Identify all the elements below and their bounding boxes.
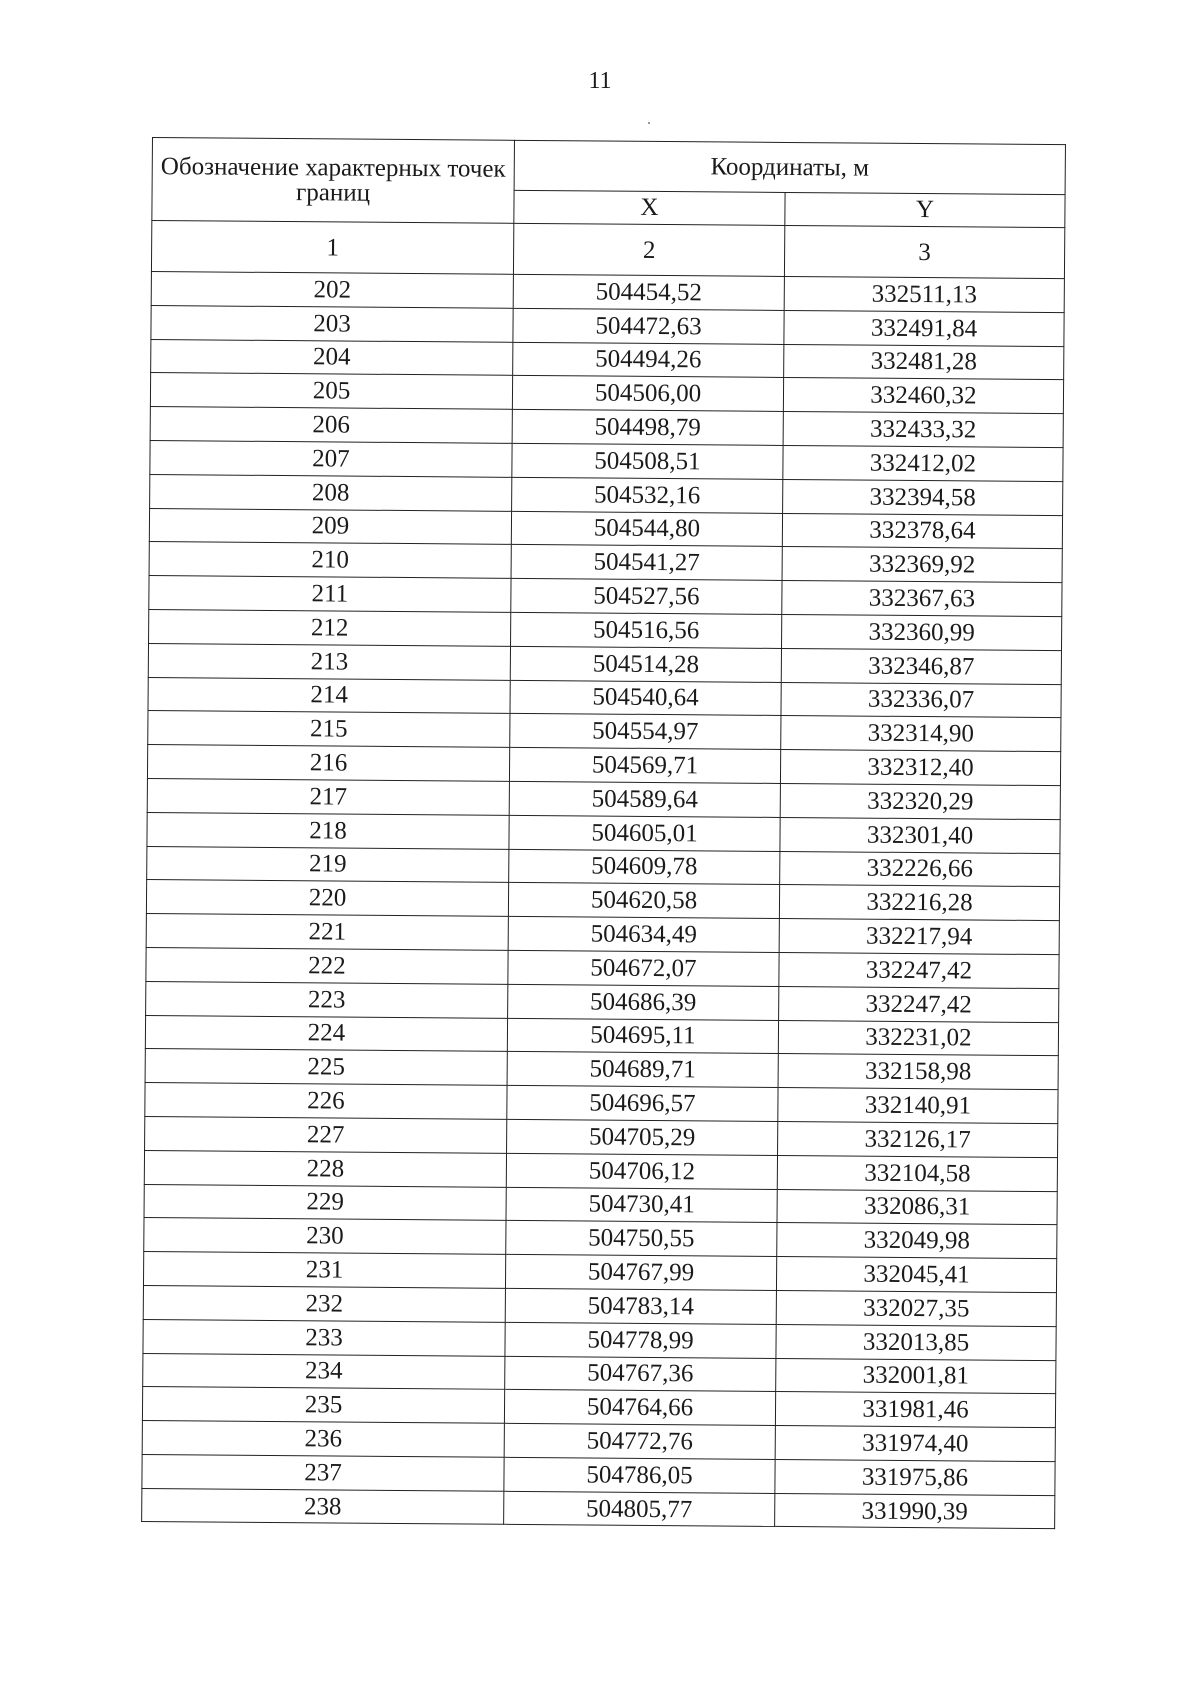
point-id-cell: 216 [147, 745, 509, 782]
x-coordinate-cell: 504620,58 [508, 883, 779, 919]
point-id-cell: 210 [149, 542, 511, 579]
y-coordinate-cell: 332001,81 [776, 1358, 1056, 1394]
point-id-cell: 205 [150, 373, 512, 410]
header-designation: Обозначение характерных точек границ [152, 138, 515, 224]
point-id-cell: 207 [150, 440, 512, 477]
header-y: Y [785, 192, 1065, 228]
table-body [142, 271, 1065, 1529]
x-coordinate-cell: 504696,57 [507, 1085, 778, 1121]
x-coordinate-cell: 504805,77 [504, 1491, 775, 1527]
y-coordinate-cell: 332367,63 [782, 581, 1062, 617]
y-coordinate-cell: 332126,17 [778, 1121, 1058, 1157]
y-coordinate-cell: 332511,13 [784, 276, 1064, 312]
page-number: 11 [588, 68, 612, 94]
point-id-cell: 218 [147, 812, 509, 849]
x-coordinate-cell: 504540,64 [510, 680, 781, 716]
y-coordinate-cell: 332247,42 [779, 952, 1059, 988]
x-coordinate-cell: 504516,56 [511, 612, 782, 648]
y-coordinate-cell: 332314,90 [781, 716, 1061, 752]
point-id-cell: 238 [142, 1488, 504, 1525]
point-id-cell: 230 [144, 1218, 506, 1255]
x-coordinate-cell: 504609,78 [509, 849, 780, 885]
y-coordinate-cell: 332360,99 [782, 614, 1062, 650]
point-id-cell: 219 [147, 846, 509, 883]
point-id-cell: 228 [144, 1150, 506, 1187]
y-coordinate-cell: 332231,02 [778, 1020, 1058, 1056]
x-coordinate-cell: 504472,63 [513, 308, 784, 344]
y-coordinate-cell: 332086,31 [777, 1189, 1057, 1225]
x-coordinate-cell: 504544,80 [511, 511, 782, 547]
x-coordinate-cell: 504494,26 [513, 342, 784, 378]
y-coordinate-cell: 332346,87 [781, 648, 1061, 684]
x-coordinate-cell: 504783,14 [505, 1288, 776, 1324]
y-coordinate-cell: 332301,40 [780, 817, 1060, 853]
point-id-cell: 235 [142, 1387, 504, 1424]
point-id-cell: 226 [145, 1083, 507, 1120]
point-id-cell: 212 [149, 609, 511, 646]
y-coordinate-cell: 332217,94 [779, 919, 1059, 955]
y-coordinate-cell: 331975,86 [775, 1459, 1055, 1495]
x-coordinate-cell: 504767,36 [505, 1356, 776, 1392]
y-coordinate-cell: 332045,41 [776, 1257, 1056, 1293]
point-id-cell: 221 [146, 914, 508, 951]
y-coordinate-cell: 331981,46 [775, 1392, 1055, 1428]
point-id-cell: 237 [142, 1454, 504, 1491]
y-coordinate-cell: 332481,28 [784, 344, 1064, 380]
point-id-cell: 214 [148, 677, 510, 714]
y-coordinate-cell: 332394,58 [783, 479, 1063, 515]
x-coordinate-cell: 504527,56 [511, 579, 782, 615]
y-coordinate-cell: 332369,92 [782, 547, 1062, 583]
x-coordinate-cell: 504772,76 [504, 1423, 775, 1459]
y-coordinate-cell: 332320,29 [780, 783, 1060, 819]
point-id-cell: 225 [145, 1049, 507, 1086]
point-id-cell: 220 [146, 880, 508, 917]
point-id-cell: 206 [150, 407, 512, 444]
point-id-cell: 222 [146, 947, 508, 984]
point-id-cell: 236 [142, 1421, 504, 1458]
point-id-cell: 203 [151, 305, 513, 342]
x-coordinate-cell: 504498,79 [512, 410, 783, 446]
x-coordinate-cell: 504589,64 [509, 781, 780, 817]
y-coordinate-cell: 332013,85 [776, 1324, 1056, 1360]
point-id-cell: 211 [149, 576, 511, 613]
y-coordinate-cell: 332140,91 [778, 1088, 1058, 1124]
y-coordinate-cell: 332049,98 [777, 1223, 1057, 1259]
header-coordinates: Координаты, м [514, 140, 1065, 194]
x-coordinate-cell: 504514,28 [510, 646, 781, 682]
y-coordinate-cell: 332460,32 [783, 378, 1063, 414]
x-coordinate-cell: 504689,71 [507, 1052, 778, 1088]
point-id-cell: 208 [150, 474, 512, 511]
x-coordinate-cell: 504786,05 [504, 1457, 775, 1493]
x-coordinate-cell: 504541,27 [511, 545, 782, 581]
x-coordinate-cell: 504508,51 [512, 443, 783, 479]
point-id-cell: 209 [149, 508, 511, 545]
x-coordinate-cell: 504506,00 [512, 376, 783, 412]
x-coordinate-cell: 504778,99 [505, 1322, 776, 1358]
point-id-cell: 231 [143, 1252, 505, 1289]
x-coordinate-cell: 504764,66 [504, 1390, 775, 1426]
x-coordinate-cell: 504672,07 [508, 950, 779, 986]
point-id-cell: 215 [148, 711, 510, 748]
y-coordinate-cell: 332158,98 [778, 1054, 1058, 1090]
header-column-number-2: 2 [513, 223, 784, 276]
y-coordinate-cell: 332336,07 [781, 682, 1061, 718]
x-coordinate-cell: 504695,11 [507, 1018, 778, 1054]
x-coordinate-cell: 504730,41 [506, 1187, 777, 1223]
point-id-cell: 202 [151, 271, 513, 308]
y-coordinate-cell: 332312,40 [780, 750, 1060, 786]
y-coordinate-cell: 332247,42 [779, 986, 1059, 1022]
y-coordinate-cell: 332104,58 [777, 1155, 1057, 1191]
x-coordinate-cell: 504605,01 [509, 815, 780, 851]
coordinates-table [141, 137, 1066, 1530]
x-coordinate-cell: 504634,49 [508, 916, 779, 952]
y-coordinate-cell: 332216,28 [779, 885, 1059, 921]
y-coordinate-cell: 332433,32 [783, 412, 1063, 448]
y-coordinate-cell: 331974,40 [775, 1426, 1055, 1462]
y-coordinate-cell: 331990,39 [775, 1493, 1055, 1529]
header-column-number-3: 3 [784, 225, 1064, 278]
header-column-number-1: 1 [151, 221, 513, 275]
point-id-cell: 233 [143, 1319, 505, 1356]
point-id-cell: 227 [145, 1116, 507, 1153]
scan-speck [648, 122, 650, 124]
x-coordinate-cell: 504705,29 [507, 1119, 778, 1155]
point-id-cell: 213 [148, 643, 510, 680]
x-coordinate-cell: 504554,97 [510, 714, 781, 750]
header-x: X [514, 190, 785, 226]
point-id-cell: 232 [143, 1285, 505, 1322]
y-coordinate-cell: 332491,84 [784, 310, 1064, 346]
x-coordinate-cell: 504686,39 [508, 984, 779, 1020]
point-id-cell: 224 [145, 1015, 507, 1052]
point-id-cell: 234 [143, 1353, 505, 1390]
table-row [142, 1488, 1055, 1529]
point-id-cell: 223 [146, 981, 508, 1018]
y-coordinate-cell: 332378,64 [782, 513, 1062, 549]
x-coordinate-cell: 504767,99 [505, 1254, 776, 1290]
x-coordinate-cell: 504532,16 [512, 477, 783, 513]
point-id-cell: 217 [147, 778, 509, 815]
coordinates-sheet [141, 137, 1065, 1530]
x-coordinate-cell: 504569,71 [509, 747, 780, 783]
y-coordinate-cell: 332412,02 [783, 445, 1063, 481]
point-id-cell: 229 [144, 1184, 506, 1221]
table-header [151, 138, 1065, 279]
x-coordinate-cell: 504750,55 [506, 1221, 777, 1257]
point-id-cell: 204 [151, 339, 513, 376]
x-coordinate-cell: 504454,52 [513, 274, 784, 310]
y-coordinate-cell: 332226,66 [780, 851, 1060, 887]
y-coordinate-cell: 332027,35 [776, 1290, 1056, 1326]
x-coordinate-cell: 504706,12 [506, 1153, 777, 1189]
